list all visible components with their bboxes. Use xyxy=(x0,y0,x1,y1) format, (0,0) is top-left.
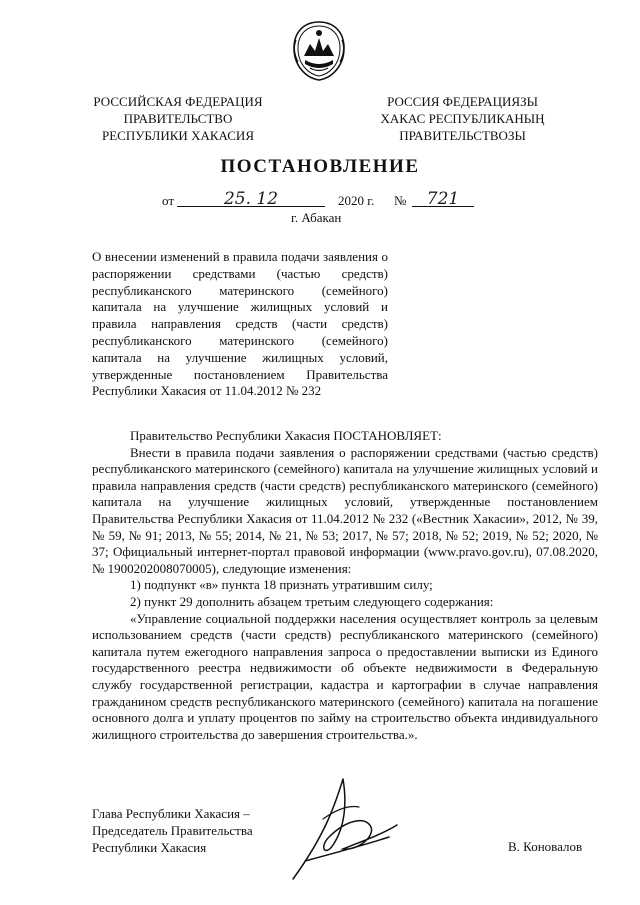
header-left-line: ПРАВИТЕЛЬСТВО xyxy=(123,111,233,126)
document-title: ПОСТАНОВЛЕНИЕ xyxy=(220,156,420,177)
decree-body xyxy=(92,428,598,743)
coat-of-arms-emblem xyxy=(290,20,348,82)
quoted-paragraph: «Управление социальной поддержки населения осуществляет контроль за целевым использованием средств (части средств) республиканского материнского (семейного) капитала путем ежегодного направления запроса о предоставлении выписки из Единого государственного реестра недвижимости об объекте недвижимости в Федеральную службу государственной регистрации, кадастра и картографии в случае направления гражданином средств республиканского материнского (семейного) капитала на погашение основного долга и уплату процентов по займу на строительство объекта индивидуального жилищного строительства до завершения строительства.». xyxy=(92,610,598,742)
date-from-label: от xyxy=(162,193,175,208)
handwritten-date: 25. 12 xyxy=(223,189,279,209)
date-year: 2020 г. xyxy=(338,193,375,208)
date-underline xyxy=(177,189,325,209)
signatory-position-line: Глава Республики Хакасия – xyxy=(92,806,250,821)
number-label: № xyxy=(394,193,407,208)
city-name: г. Абакан xyxy=(291,210,342,225)
header-right-block xyxy=(355,93,570,144)
number-underline xyxy=(412,189,474,209)
signatory-position xyxy=(92,805,253,856)
header-right-line: ПРАВИТЕЛЬСТВОЗЫ xyxy=(399,128,526,143)
decree-subject: О внесении изменений в правила подачи заявления о распоряжении средствами (частью средств) республиканского материнского (семейного) капитала на улучшение жилищных условий и правила направления средств (части средств) республиканского материнского (семейного) капитала на улучшение жилищных условий, утвержденные постановлением Правительства Республики Хакасия от 11.04.2012 № 232 xyxy=(92,249,388,399)
header-right-line: РОССИЯ ФЕДЕРАЦИЯЗЫ xyxy=(387,94,538,109)
header-left-line: РОССИЙСКАЯ ФЕДЕРАЦИЯ xyxy=(93,94,263,109)
signatory-position-line: Республики Хакасия xyxy=(92,840,207,855)
decree-line: Правительство Республики Хакасия ПОСТАНОВЛЯЕТ: xyxy=(130,428,442,443)
header-right-line: ХАКАС РЕСПУБЛИКАНЫҢ xyxy=(380,111,545,126)
main-paragraph: Внести в правила подачи заявления о распоряжении средствами (частью средств) республиканского материнского (семейного) капитала на улучшение жилищных условий и правила направления средств (части средств) республиканского материнского (семейного) капитала на улучшение жилищных условий, утвержденные постановлением Правительства Республики Хакасия от 11.04.2012 № 232 («Вестник Хакасии», 2012, № 39, № 59, № 91; 2013, № 55; 2014, № 21, № 53; 2017, № 57; 2018, № 52; 2019, № 52; 2020, № 37; Официальный интернет-портал правовой информации (www.pravo.gov.ru), 07.08.2020, № 1900202008070005), следующие изменения: xyxy=(92,444,598,576)
signatory-position-line: Председатель Правительства xyxy=(92,823,253,838)
item-1: 1) подпункт «в» пункта 18 признать утратившим силу; xyxy=(130,577,433,593)
handwritten-number: 721 xyxy=(426,189,460,209)
header-left-block xyxy=(78,93,278,144)
item-2: 2) пункт 29 дополнить абзацем третьим следующего содержания: xyxy=(130,593,494,609)
header-left-line: РЕСПУБЛИКИ ХАКАСИЯ xyxy=(101,128,254,143)
handwritten-signature xyxy=(285,775,405,890)
signatory-name: В. Коновалов xyxy=(508,839,583,854)
